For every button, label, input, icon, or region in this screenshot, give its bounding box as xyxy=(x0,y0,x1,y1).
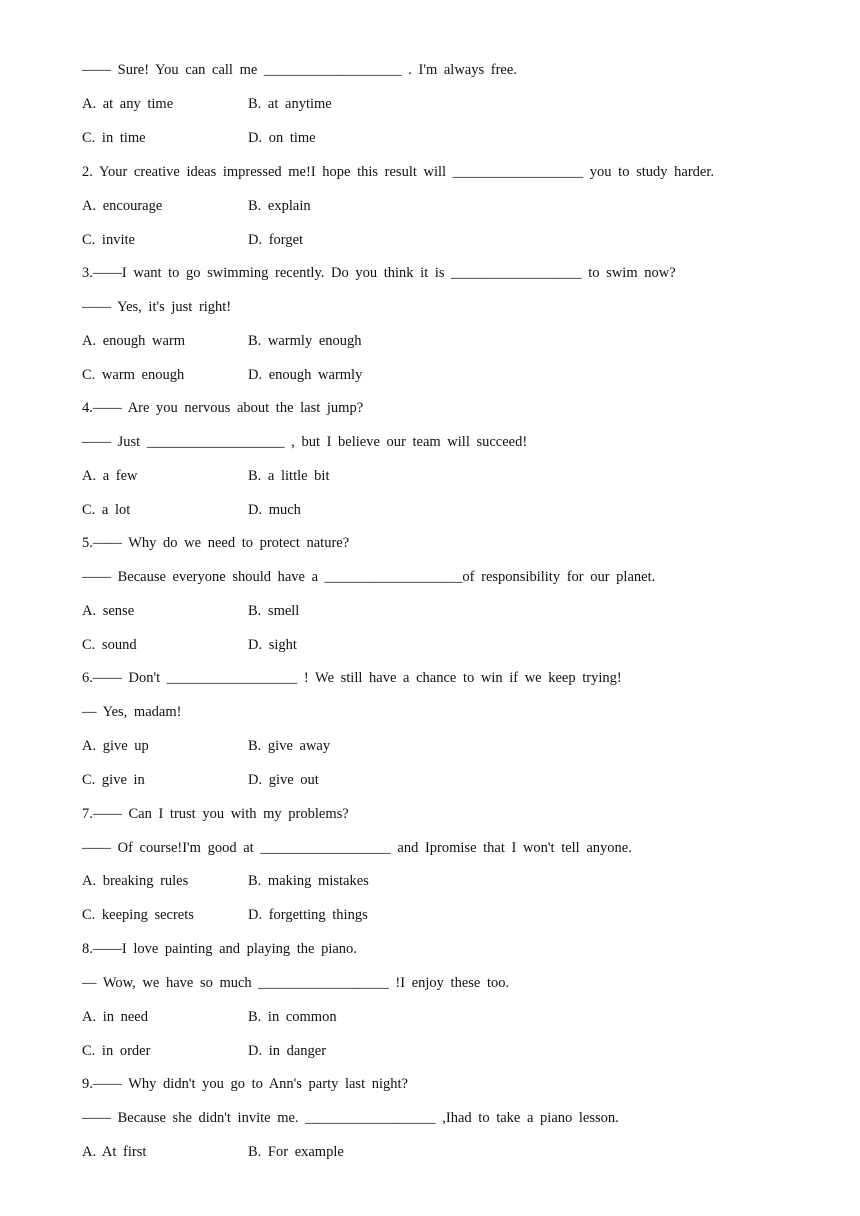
option-a: A. in need xyxy=(82,1009,148,1025)
option-b: B. making mistakes xyxy=(248,873,369,889)
option-a: A. encourage xyxy=(82,198,163,214)
option-b: B. a little bit xyxy=(248,468,330,484)
option-a: A. give up xyxy=(82,738,149,754)
question-line: 8.——I love painting and playing the piano. xyxy=(82,941,357,957)
option-a: A. enough warm xyxy=(82,333,186,349)
option-d: D. forgetting things xyxy=(248,907,368,923)
option-d: D. forget xyxy=(248,232,304,248)
answer-line: —— Just ___________________ , but I believe our team will succeed! xyxy=(82,434,528,450)
answer-line: —— Because everyone should have a ___________________of responsibility for our planet. xyxy=(82,569,656,585)
option-b: B. in common xyxy=(248,1009,337,1025)
answer-line: —— Because she didn't invite me. __________________ ,Ihad to take a piano lesson. xyxy=(82,1110,619,1126)
answer-line: — Yes, madam! xyxy=(82,704,182,720)
question-line: 6.—— Don't __________________ ! We still have a chance to win if we keep trying! xyxy=(82,670,622,686)
option-b: B. give away xyxy=(248,738,331,754)
option-c: C. sound xyxy=(82,637,137,653)
option-a: A. at any time xyxy=(82,96,174,112)
option-c: C. keeping secrets xyxy=(82,907,194,923)
option-d: D. enough warmly xyxy=(248,367,363,383)
answer-line: —— Yes, it's just right! xyxy=(82,299,232,315)
option-d: D. much xyxy=(248,502,301,518)
option-b: B. at anytime xyxy=(248,96,332,112)
option-d: D. sight xyxy=(248,637,297,653)
option-a: A. a few xyxy=(82,468,138,484)
option-c: C. give in xyxy=(82,772,145,788)
question-line: 9.—— Why didn't you go to Ann's party last night? xyxy=(82,1076,408,1092)
answer-line: —— Of course!I'm good at __________________ and Ipromise that I won't tell anyone. xyxy=(82,840,632,856)
option-b: B. explain xyxy=(248,198,311,214)
question-line: —— Sure! You can call me ___________________ . I'm always free. xyxy=(82,62,517,78)
question-line: 5.—— Why do we need to protect nature? xyxy=(82,535,350,551)
option-b: B. warmly enough xyxy=(248,333,362,349)
option-c: C. a lot xyxy=(82,502,131,518)
option-c: C. in time xyxy=(82,130,146,146)
option-b: B. For example xyxy=(248,1144,344,1160)
option-a: A. sense xyxy=(82,603,135,619)
question-line: 2. Your creative ideas impressed me!I hope this result will __________________ you to study harder. xyxy=(82,164,714,180)
question-line: 7.—— Can I trust you with my problems? xyxy=(82,806,349,822)
answer-line: — Wow, we have so much __________________ !I enjoy these too. xyxy=(82,975,510,991)
option-d: D. on time xyxy=(248,130,316,146)
option-c: C. in order xyxy=(82,1043,151,1059)
option-a: A. breaking rules xyxy=(82,873,189,889)
question-line: 4.—— Are you nervous about the last jump? xyxy=(82,400,364,416)
option-c: C. warm enough xyxy=(82,367,185,383)
question-line: 3.——I want to go swimming recently. Do you think it is __________________ to swim now? xyxy=(82,265,676,281)
option-d: D. in danger xyxy=(248,1043,327,1059)
option-c: C. invite xyxy=(82,232,135,248)
option-b: B. smell xyxy=(248,603,300,619)
option-d: D. give out xyxy=(248,772,319,788)
option-a: A. At first xyxy=(82,1144,147,1160)
